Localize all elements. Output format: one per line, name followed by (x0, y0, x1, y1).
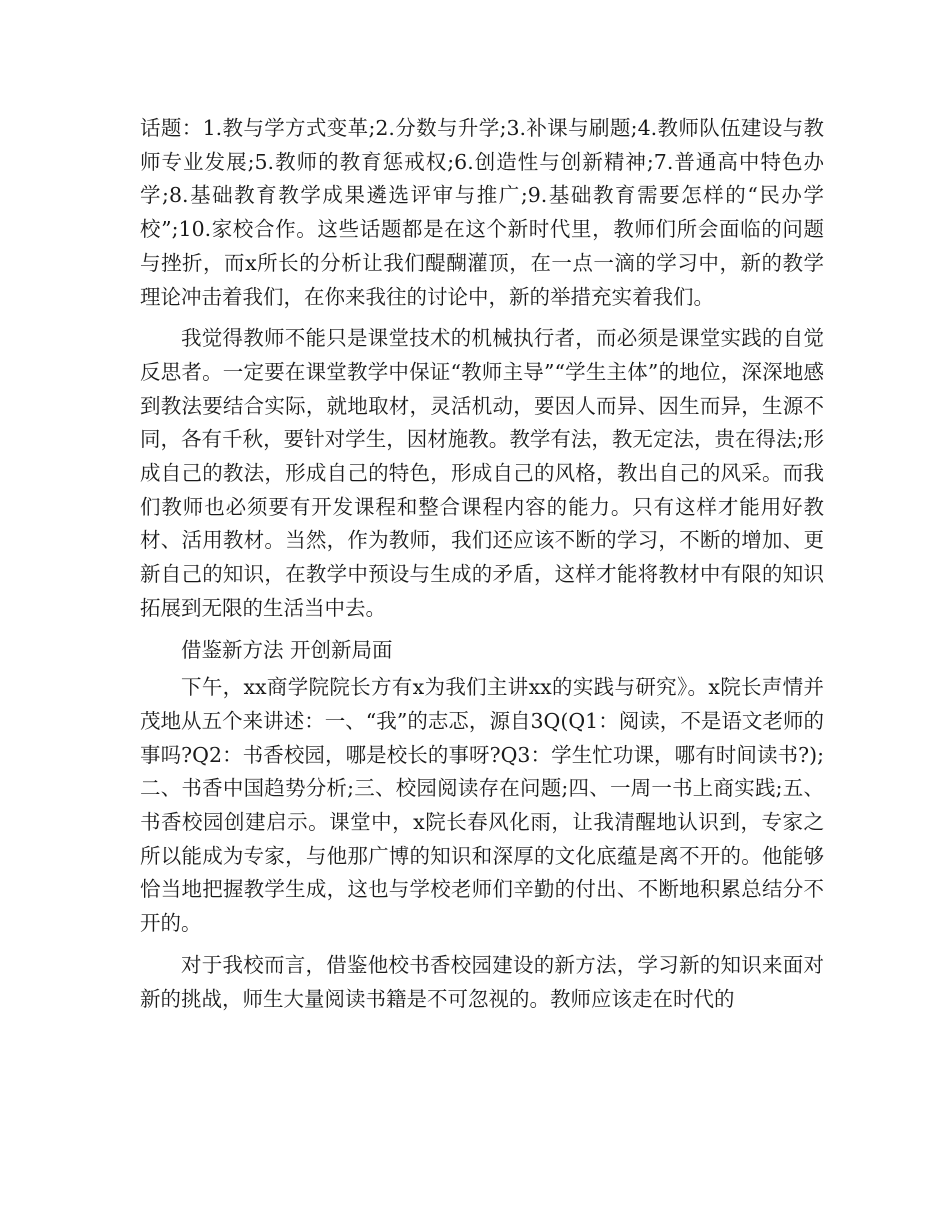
paragraph-school-application: 对于我校而言，借鉴他校书香校园建设的新方法，学习新的知识来面对新的挑战，师生大量阅读书籍是不可忽视的。教师应该走在时代的 (140, 952, 824, 1011)
paragraph-reflection: 我觉得教师不能只是课堂技术的机械执行者，而必须是课堂实践的自觉反思者。一定要在课堂教学中保证“教师主导”“学生主体”的地位，深深地感到教法要结合实际，就地取材，灵活机动，要因人而异、因生而异，生源不同，各有千秋，要针对学生，因材施教。教学有法，教无定法，贵在得法;形成自己的教法，形成自己的特色，形成自己的风格，教出自己的风采。而我们教师也必须要有开发课程和整合课程内容的能力。只有这样才能用好教材、活用教材。当然，作为教师，我们还应该不断的学习，不断的增加、更新自己的知识，在教学中预设与生成的矛盾，这样才能将教材中有限的知识拓展到无限的生活当中去。 (140, 326, 824, 620)
section-heading: 借鉴新方法 开创新局面 (181, 637, 393, 662)
document-body (140, 112, 824, 1024)
paragraph-afternoon-lecture: 下午，xx商学院院长方有x为我们主讲xx的实践与研究》。x院长声情并茂地从五个来讲述：一、“我”的志忑，源自3Q(Q1：阅读，不是语文老师的事吗?Q2：书香校园，哪是校长的事呀?Q3：学生忙功课，哪有时间读书?);二、书香中国趋势分析;三、校园阅读存在问题;四、一周一书上商实践;五、书香校园创建启示。课堂中，x院长春风化雨，让我清醒地认识到，专家之所以能成为专家，与他那广博的知识和深厚的文化底蕴是离不开的。他能够恰当地把握教学生成，这也与学校老师们辛勤的付出、不断地积累总结分不开的。 (140, 675, 824, 936)
paragraph-topics: 话题：1.教与学方式变革;2.分数与升学;3.补课与刷题;4.教师队伍建设与教师专业发展;5.教师的教育惩戒权;6.创造性与创新精神;7.普通高中特色办学;8.基础教育教学成果遴选评审与推广;9.基础教育需要怎样的“民办学校”;10.家校合作。这些话题都是在这个新时代里，教师们所会面临的问题与挫折，而x所长的分析让我们醍醐灌顶，在一点一滴的学习中，新的教学理论冲击着我们，在你来我往的讨论中，新的举措充实着我们。 (140, 116, 824, 309)
